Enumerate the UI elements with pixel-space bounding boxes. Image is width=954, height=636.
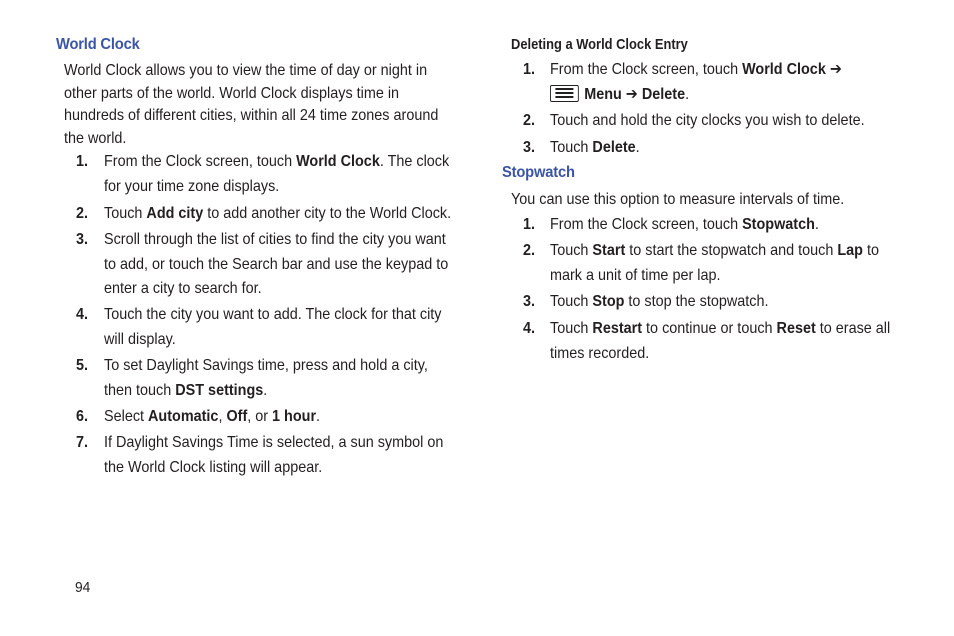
bold-term: DST settings: [175, 381, 264, 399]
step-number: 4.: [523, 320, 536, 337]
text-segment: .: [316, 408, 321, 425]
step-text-line: [104, 202, 451, 227]
text-segment: ,: [218, 408, 227, 425]
step-number: 3.: [523, 139, 536, 156]
step-text-line: [104, 431, 443, 456]
step-text-line: [104, 277, 262, 302]
stopwatch-intro: You can use this option to measure intervals of time.: [511, 191, 845, 208]
text-segment: then touch: [104, 381, 176, 399]
bold-term: Stop: [592, 293, 625, 310]
step-text-line: [550, 264, 720, 289]
text-segment: .: [814, 216, 819, 233]
text-segment: Touch: [104, 205, 147, 222]
step-text-line: [550, 290, 769, 315]
text-segment: . The clock: [379, 153, 450, 170]
step-text-line: [104, 379, 267, 404]
step-text-line: [550, 342, 649, 367]
bold-term: Off: [226, 408, 248, 425]
bold-term: Lap: [837, 242, 863, 259]
intro-line: hundreds of different cities, within all 24 time zones around: [64, 107, 439, 124]
step-text-line: [104, 175, 279, 200]
step-text-line: [550, 136, 640, 161]
step-number: 6.: [76, 408, 89, 425]
text-segment: enter a city to search for.: [104, 280, 262, 297]
step-text-line: [104, 253, 448, 278]
text-segment: to stop the stopwatch.: [624, 293, 769, 310]
bold-term: World Clock: [296, 153, 380, 170]
text-segment: Touch: [550, 293, 593, 310]
text-segment: Scroll through the list of cities to find the city you want: [104, 231, 446, 248]
text-segment: Touch: [550, 320, 593, 337]
bold-term: Start: [592, 242, 626, 259]
bold-term: World Clock ➔: [742, 61, 842, 78]
step-number: 4.: [76, 306, 89, 323]
bold-term: Automatic: [148, 408, 219, 425]
step-number: 1.: [523, 216, 536, 233]
text-segment: From the Clock screen, touch: [104, 153, 297, 170]
intro-line: World Clock allows you to view the time of day or night in: [64, 62, 428, 79]
text-segment: the World Clock listing will appear.: [104, 458, 323, 476]
step-text-line: [550, 213, 819, 238]
text-segment: .: [635, 139, 640, 156]
bold-term: Delete: [592, 139, 636, 156]
text-segment: .: [685, 85, 690, 103]
text-segment: To set Daylight Savings time, press and hold a city,: [104, 357, 428, 374]
step-text-line: [104, 354, 428, 379]
step-text-line: [104, 228, 446, 253]
text-segment: to erase all: [815, 320, 891, 337]
step-text-line: [550, 83, 689, 108]
text-segment: to add, or touch the Search bar and use the keypad to: [104, 255, 449, 273]
step-number: 1.: [523, 61, 536, 78]
delete-entry-heading: Deleting a World Clock Entry: [511, 36, 688, 53]
text-segment: times recorded.: [550, 344, 650, 362]
step-text-line: [550, 109, 865, 134]
bold-term: Restart: [592, 320, 643, 337]
step-text-line: [550, 58, 842, 83]
text-segment: Select: [104, 408, 149, 425]
text-segment: to: [862, 242, 879, 259]
text-segment: to continue or touch: [642, 320, 777, 337]
text-segment: Touch the city you want to add. The clock for that city: [104, 306, 442, 323]
step-text-line: [104, 303, 442, 328]
bold-term: 1 hour: [272, 408, 317, 425]
step-number: 2.: [523, 112, 536, 129]
step-number: 5.: [76, 357, 89, 374]
text-segment: to add another city to the World Clock.: [203, 205, 452, 222]
step-number: 1.: [76, 153, 89, 170]
text-segment: Touch: [550, 242, 593, 259]
intro-line: the world.: [64, 129, 127, 147]
bold-term: Reset: [776, 320, 816, 337]
step-text-line: [104, 456, 322, 481]
step-number: 2.: [523, 242, 536, 259]
step-text-line: [104, 328, 176, 353]
text-segment: From the Clock screen, touch: [550, 61, 743, 78]
step-text-line: [550, 239, 879, 264]
step-text-line: [104, 405, 320, 430]
bold-term: Menu ➔ Delete: [584, 85, 686, 103]
text-segment: will display.: [104, 330, 176, 348]
text-segment: From the Clock screen, touch: [550, 216, 743, 233]
text-segment: mark a unit of time per lap.: [550, 266, 721, 284]
text-segment: , or: [247, 408, 273, 425]
step-number: 2.: [76, 205, 89, 222]
text-segment: .: [263, 381, 268, 399]
text-segment: to start the stopwatch and touch: [625, 242, 838, 259]
page-number: 94: [75, 579, 91, 596]
text-segment: If Daylight Savings Time is selected, a sun symbol on: [104, 434, 444, 451]
text-segment: Touch and hold the city clocks you wish to delete.: [550, 112, 865, 129]
stopwatch-heading: Stopwatch: [502, 164, 575, 181]
step-text-line: [104, 150, 449, 175]
bold-term: Stopwatch: [742, 216, 815, 233]
world-clock-heading: World Clock: [56, 36, 140, 53]
step-number: 3.: [76, 231, 89, 248]
intro-line: other parts of the world. World Clock displays time in: [64, 84, 400, 102]
step-text-line: [550, 317, 890, 342]
step-number: 3.: [523, 293, 536, 310]
text-segment: for your time zone displays.: [104, 177, 280, 195]
menu-icon: [550, 85, 579, 102]
text-segment: Touch: [550, 139, 593, 156]
step-number: 7.: [76, 434, 89, 451]
bold-term: Add city: [146, 205, 204, 222]
